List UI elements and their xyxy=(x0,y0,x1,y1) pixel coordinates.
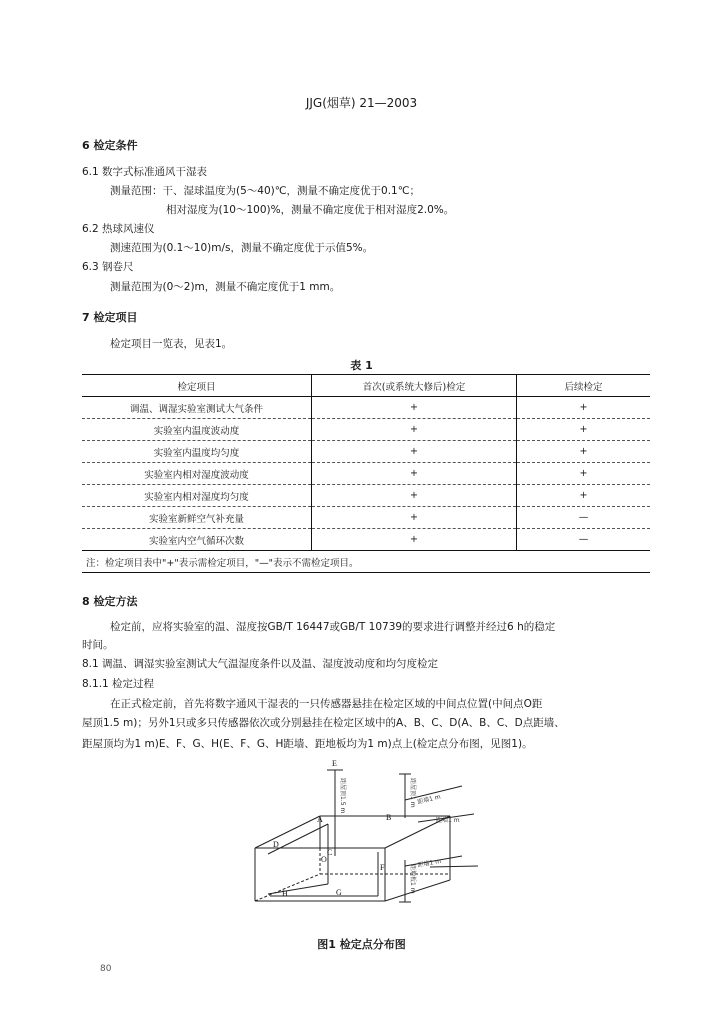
section-6-1-line-1: 测量范围：干、湿球温度为(5～40)℃，测量不确定度优于0.1℃； xyxy=(110,185,421,197)
table-cell: 实验室内空气循环次数 xyxy=(82,529,312,551)
running-header: JJG(烟草) 21—2003 xyxy=(305,96,418,110)
section-8-1-1-title: 8.1.1 检定过程 xyxy=(82,678,155,690)
floor-distance-label: 距地板1 m xyxy=(409,864,416,894)
point-label-A: A xyxy=(317,815,323,824)
table-row xyxy=(82,529,650,551)
table-cell: 实验室内温度波动度 xyxy=(82,419,312,441)
table-note: 注：检定项目表中"+"表示需检定项目，"—"表示不需检定项目。 xyxy=(82,551,650,573)
section-6-1-title: 6.1 数字式标准通风干湿表 xyxy=(82,166,208,178)
section-7-intro: 检定项目一览表，见表1。 xyxy=(110,338,233,350)
point-label-O: O xyxy=(321,855,327,864)
table-cell: + xyxy=(312,441,517,463)
section-7-title: 7 检定项目 xyxy=(82,311,138,324)
section-8-title: 8 检定方法 xyxy=(82,595,138,608)
section-6-2-title: 6.2 热球风速仪 xyxy=(82,223,155,235)
page-number: 80 xyxy=(100,964,112,974)
wall-distance-label-2: 距墙1 m xyxy=(436,817,460,824)
table-cell: 调温、调湿实验室测试大气条件 xyxy=(82,397,312,419)
section-8-para-2-line-1: 在正式检定前，首先将数字通风干湿表的一只传感器悬挂在检定区域的中间点位置(中间点O距 xyxy=(110,698,543,710)
section-8-para-1-line-1: 检定前，应将实验室的温、湿度按GB/T 16447或GB/T 10739的要求进行调整并经过6 h的稳定 xyxy=(110,621,556,633)
table-cell: + xyxy=(517,463,651,485)
table-row xyxy=(82,507,650,529)
wall-distance-label-1: 距墙1 m xyxy=(416,793,442,806)
point-label-C: C xyxy=(327,848,333,857)
section-6-1-line-2: 相对湿度为(10～100)%，测量不确定度优于相对湿度2.0%。 xyxy=(166,204,455,216)
section-6-3-title: 6.3 钢卷尺 xyxy=(82,261,134,273)
point-label-H: H xyxy=(282,889,288,898)
inspection-items-table xyxy=(82,374,650,573)
table-caption: 表 1 xyxy=(350,359,373,372)
table-cell: + xyxy=(517,419,651,441)
table-header-cell: 首次(或系统大修后)检定 xyxy=(312,375,517,397)
table-row xyxy=(82,485,650,507)
table-cell: + xyxy=(312,397,517,419)
table-cell: + xyxy=(312,463,517,485)
section-6-2-line-1: 测速范围为(0.1～10)m/s，测量不确定度优于示值5%。 xyxy=(110,242,374,254)
table-cell: 实验室内温度均匀度 xyxy=(82,441,312,463)
table-cell: + xyxy=(517,397,651,419)
section-6-3-line-1: 测量范围为(0～2)m，测量不确定度优于1 mm。 xyxy=(110,281,341,293)
table-header-cell: 后续检定 xyxy=(517,375,651,397)
point-label-B: B xyxy=(386,813,392,822)
table-cell: 实验室新鲜空气补充量 xyxy=(82,507,312,529)
ceiling-distance-center-label: 距屋顶1.5 m xyxy=(339,778,346,814)
table-cell: + xyxy=(312,507,517,529)
table-cell: 实验室内相对湿度波动度 xyxy=(82,463,312,485)
point-label-G: G xyxy=(336,888,342,897)
section-8-para-1-line-2: 时间。 xyxy=(82,639,114,651)
point-label-E: E xyxy=(332,759,337,768)
section-6-title: 6 检定条件 xyxy=(82,139,138,152)
table-note-row xyxy=(82,551,650,573)
table-row xyxy=(82,441,650,463)
table-cell: 实验室内相对湿度均匀度 xyxy=(82,485,312,507)
test-point-diagram xyxy=(240,756,500,934)
section-8-para-2-line-2: 屋顶1.5 m)；另外1只或多只传感器依次或分别悬挂在检定区域中的A、B、C、D(A、B、C、D点距墙、 xyxy=(82,717,565,729)
table-row xyxy=(82,463,650,485)
section-8-para-2-line-3: 距屋顶均为1 m)E、F、G、H(E、F、G、H距墙、距地板均为1 m)点上(检定点分布图，见图1)。 xyxy=(82,738,533,750)
section-8-1-title: 8.1 调温、调湿实验室测试大气温湿度条件以及温、湿度波动度和均匀度检定 xyxy=(82,658,439,670)
point-label-D: D xyxy=(273,840,279,849)
table-cell: + xyxy=(312,529,517,551)
ceiling-distance-right-label: 距屋顶1 m xyxy=(409,778,416,808)
point-label-F: F xyxy=(380,863,385,872)
table-header-cell: 检定项目 xyxy=(82,375,312,397)
figure-caption: 图1 检定点分布图 xyxy=(317,938,406,951)
table-row xyxy=(82,419,650,441)
table-header-row xyxy=(82,375,650,397)
table-cell: + xyxy=(312,485,517,507)
table-cell: + xyxy=(517,485,651,507)
table-cell: + xyxy=(517,441,651,463)
table-cell: — xyxy=(517,529,651,551)
wall-distance-label-3: 距墙1 m xyxy=(417,857,442,869)
table-cell: — xyxy=(517,507,651,529)
table-cell: + xyxy=(312,419,517,441)
table-row xyxy=(82,397,650,419)
